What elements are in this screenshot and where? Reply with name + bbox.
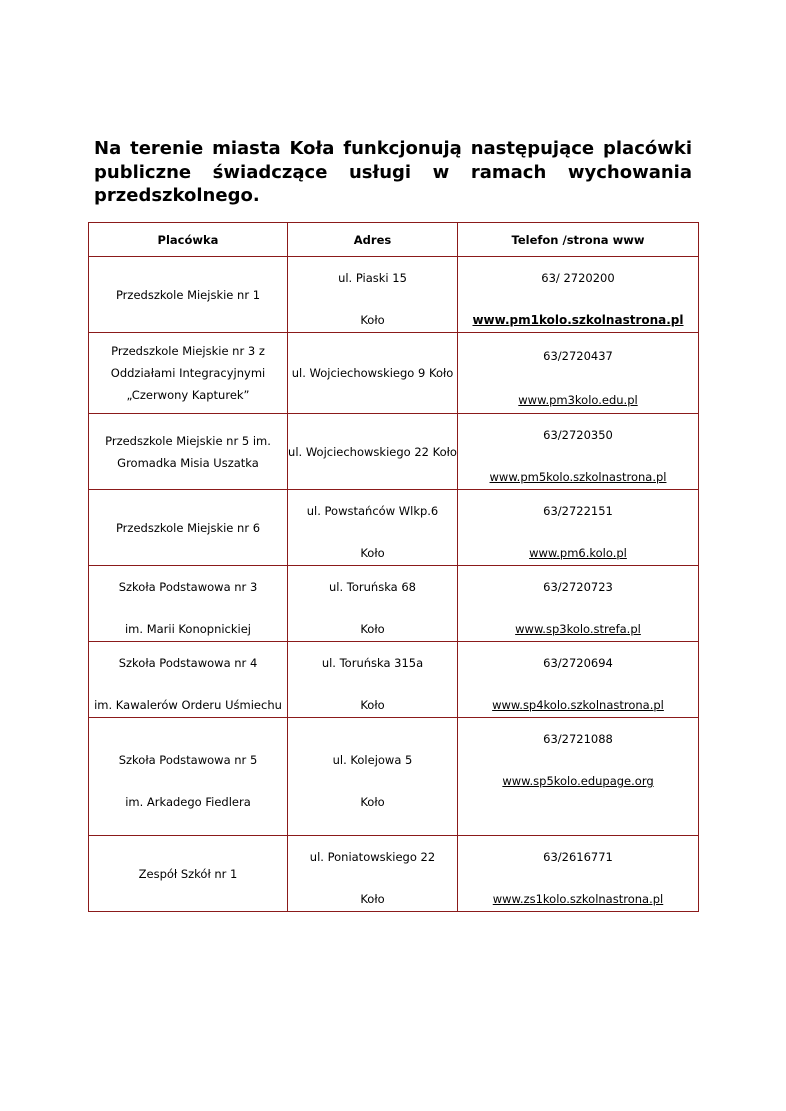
contact-cell [458, 490, 699, 566]
table-row [89, 490, 699, 566]
table-row [89, 566, 699, 642]
phone-number: 63/2722151 [543, 504, 613, 518]
address-cell [288, 718, 458, 836]
contact-cell [458, 333, 699, 414]
address-cell [288, 257, 458, 333]
address-city: Koło [360, 795, 385, 809]
institutions-table [88, 222, 699, 912]
contact-cell [458, 718, 699, 836]
table-row [89, 414, 699, 490]
contact-cell [458, 836, 699, 912]
institution-name: Przedszkole Miejskie nr 3 z Oddziałami Integracyjnymi „Czerwony Kapturek” [89, 333, 288, 414]
website-link[interactable]: www.sp3kolo.strefa.pl [515, 622, 641, 636]
phone-number: 63/2720437 [543, 349, 613, 363]
table-row [89, 257, 699, 333]
table-row [89, 333, 699, 414]
institution-name: Przedszkole Miejskie nr 1 [89, 257, 288, 333]
institution-name: Szkoła Podstawowa nr 3 im. Marii Konopnickiej [89, 566, 288, 642]
contact-cell [458, 257, 699, 333]
address-city: Koło [360, 546, 385, 560]
table-row [89, 718, 699, 836]
address-street: ul. Toruńska 68 [329, 580, 416, 594]
website-link[interactable]: www.pm1kolo.szkolnastrona.pl [472, 313, 684, 327]
website-link[interactable]: www.pm3kolo.edu.pl [518, 393, 638, 407]
column-header-institution: Placówka [89, 223, 288, 257]
address-cell [288, 490, 458, 566]
phone-number: 63/2616771 [543, 850, 613, 864]
contact-cell [458, 414, 699, 490]
website-link[interactable]: www.zs1kolo.szkolnastrona.pl [492, 892, 664, 906]
address-cell [288, 836, 458, 912]
contact-cell [458, 642, 699, 718]
contact-cell [458, 566, 699, 642]
address-street: ul. Powstańców Wlkp.6 [306, 504, 439, 518]
phone-number: 63/2720694 [543, 656, 613, 670]
website-link[interactable]: www.sp4kolo.szkolnastrona.pl [492, 698, 664, 712]
address-street: ul. Piaski 15 [338, 271, 407, 285]
phone-number: 63/2720723 [543, 580, 613, 594]
address-street: ul. Wojciechowskiego 22 Koło [288, 444, 457, 459]
address-street: ul. Wojciechowskiego 9 Koło [291, 366, 454, 380]
address-cell [288, 566, 458, 642]
website-link[interactable]: www.pm5kolo.szkolnastrona.pl [489, 470, 667, 484]
phone-number: 63/2721088 [543, 732, 613, 746]
institution-name: Zespół Szkół nr 1 [89, 836, 288, 912]
column-header-address: Adres [288, 223, 458, 257]
address-street: ul. Poniatowskiego 22 [309, 850, 436, 864]
address-city: Koło [360, 622, 385, 636]
website-link[interactable]: www.pm6.kolo.pl [529, 546, 627, 560]
table-row [89, 642, 699, 718]
website-link[interactable]: www.sp5kolo.edupage.org [502, 774, 654, 788]
institution-name: Przedszkole Miejskie nr 5 im. Gromadka Misia Uszatka [89, 414, 288, 490]
address-street: ul. Toruńska 315a [321, 656, 424, 670]
address-city: Koło [360, 892, 385, 906]
address-cell [288, 642, 458, 718]
column-header-phone-www: Telefon /strona www [458, 223, 699, 257]
address-cell [288, 414, 458, 490]
address-city: Koło [360, 313, 385, 327]
page-heading: Na terenie miasta Koła funkcjonują następujące placówki publiczne świadczące usługi w ramach wychowania przedszkolnego. [94, 138, 692, 206]
institution-name: Szkoła Podstawowa nr 4 im. Kawalerów Orderu Uśmiechu [89, 642, 288, 718]
table-row [89, 836, 699, 912]
address-street: ul. Kolejowa 5 [332, 753, 413, 767]
table-header-row [89, 223, 699, 257]
address-city: Koło [360, 698, 385, 712]
institution-name: Szkoła Podstawowa nr 5 im. Arkadego Fiedlera [89, 718, 288, 836]
phone-number: 63/2720350 [543, 428, 613, 442]
phone-number: 63/ 2720200 [541, 271, 615, 285]
address-cell [288, 333, 458, 414]
institution-name: Przedszkole Miejskie nr 6 [89, 490, 288, 566]
